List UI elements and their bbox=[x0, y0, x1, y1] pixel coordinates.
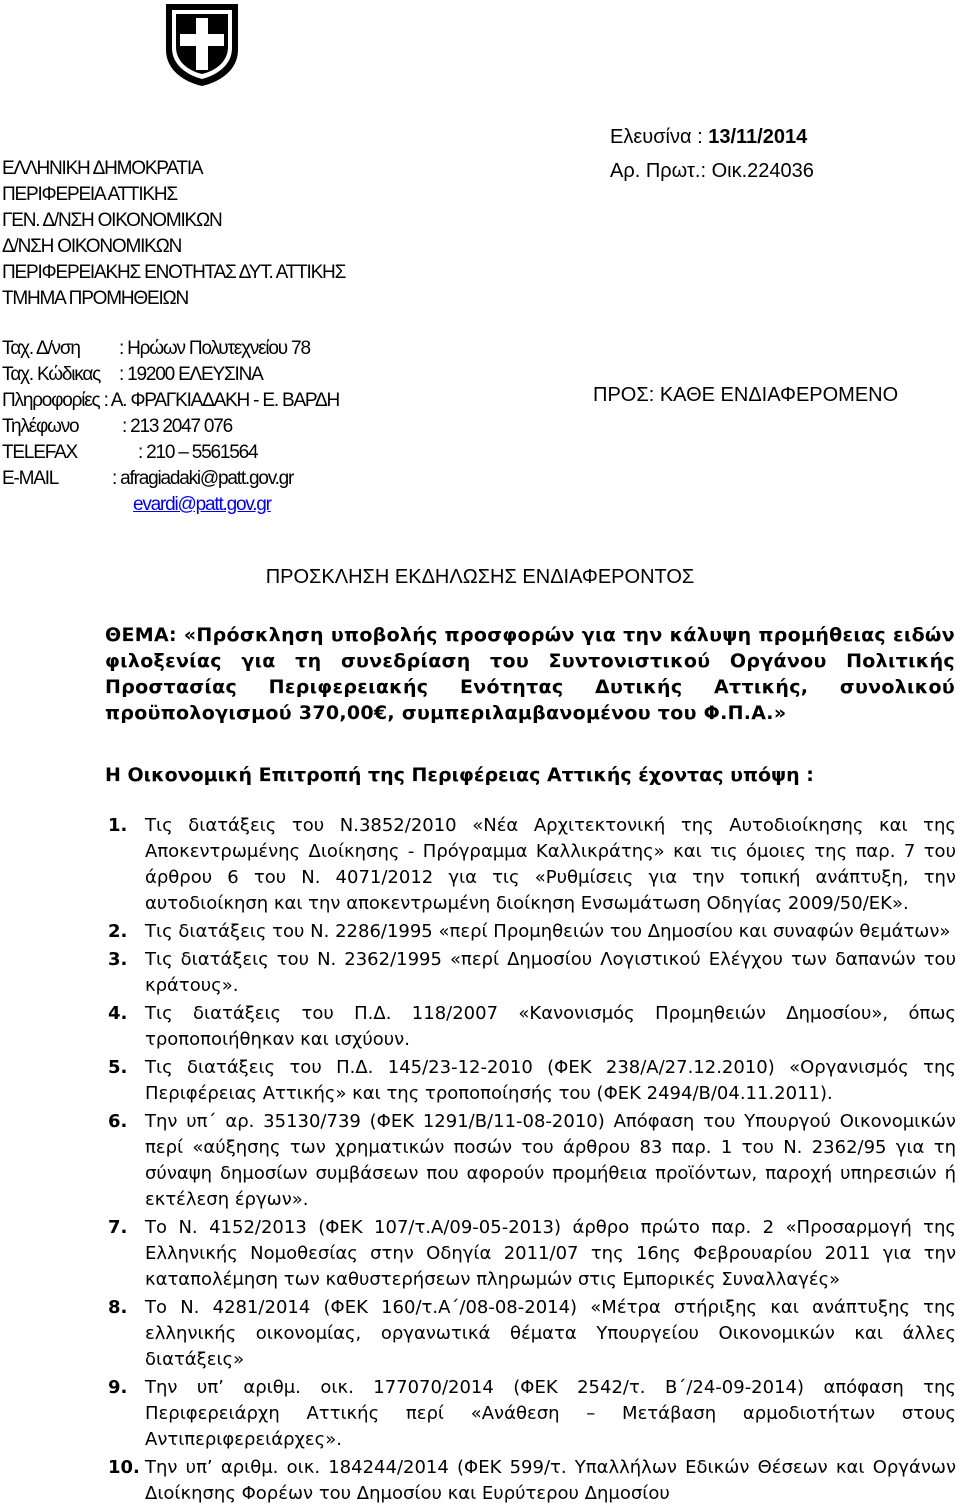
item-text: Την υπ΄ αρ. 35130/739 (ΦΕΚ 1291/Β/11-08-2010) Απόφαση του Υπουργού Οικονομικών περί «αύξησης των χρηματικών ποσών του άρθρου 83 παρ. 1 του Ν. 2362/95 για τη σύναψη δημοσίων συμβάσεων που αφορούν προμήθεια προϊόντων, παροχή υπηρεσιών ή εκτέλεση έργων». bbox=[145, 1111, 956, 1210]
item-text: Το Ν. 4281/2014 (ΦΕΚ 160/τ.Α΄/08-08-2014) «Μέτρα στήριξης και ανάπτυξης της ελληνικής οικονομίας, οργανωτικά θέματα Υπουργείου Οικονομικών και άλλες διατάξεις» bbox=[145, 1297, 956, 1370]
contact-block bbox=[2, 336, 339, 518]
phone-row bbox=[2, 414, 339, 440]
issuing-authority-block bbox=[2, 156, 345, 312]
item-text: Τις διατάξεις του Π.Δ. 118/2007 «Κανονισμός Προμηθειών Δημοσίου», όπως τροποποιήθηκαν και ισχύουν. bbox=[145, 1003, 956, 1050]
item-text: Την υπ’ αριθμ. οικ. 177070/2014 (ΦΕΚ 2542/τ. Β΄/24-09-2014) απόφαση της Περιφερειάρχη Αττικής περί «Ανάθεση – Μετάβαση αρμοδιοτήτων στους Αντιπεριφερειάρχες». bbox=[145, 1377, 956, 1450]
item-number: 5. bbox=[108, 1057, 128, 1078]
list-item bbox=[108, 947, 956, 999]
authority-line: ΓΕΝ. Δ/ΝΣΗ ΟΙΚΟΝΟΜΙΚΩΝ bbox=[2, 210, 222, 231]
authority-line: Δ/ΝΣΗ ΟΙΚΟΝΟΜΙΚΩΝ bbox=[2, 236, 182, 257]
email-separator: : bbox=[112, 468, 121, 489]
list-item bbox=[108, 1109, 956, 1213]
date-value: 13/11/2014 bbox=[708, 126, 808, 148]
document-title: ΠΡΟΣΚΛΗΣΗ ΕΚΔΗΛΩΣΗΣ ΕΝΔΙΑΦΕΡΟΝΤΟΣ bbox=[265, 566, 695, 588]
item-number: 2. bbox=[108, 921, 128, 942]
list-item bbox=[108, 1295, 956, 1373]
email-link-1[interactable]: afragiadaki@patt.gov.gr bbox=[120, 468, 294, 489]
considerations-list bbox=[108, 813, 956, 1509]
item-number: 7. bbox=[108, 1217, 128, 1238]
postcode-label: Ταχ. Κώδικας bbox=[2, 364, 101, 385]
item-text: Τις διατάξεις του Ν. 2362/1995 «περί Δημοσίου Λογιστικού Ελέγχου των δαπανών του κράτους». bbox=[145, 949, 956, 996]
greek-emblem-logo bbox=[162, 0, 242, 88]
item-number: 10. bbox=[108, 1457, 140, 1478]
item-number: 4. bbox=[108, 1003, 128, 1024]
list-item bbox=[108, 1455, 956, 1507]
info-label: Πληροφορίες : bbox=[2, 390, 108, 411]
item-number: 1. bbox=[108, 815, 128, 836]
item-number: 9. bbox=[108, 1377, 128, 1398]
intro-statement: Η Οικονομική Επιτροπή της Περιφέρειας Αττικής έχοντας υπόψη : bbox=[105, 764, 814, 786]
authority-line: ΤΜΗΜΑ ΠΡΟΜΗΘΕΙΩΝ bbox=[2, 288, 189, 309]
address-row bbox=[2, 336, 339, 362]
info-row bbox=[2, 388, 339, 414]
authority-line: ΠΕΡΙΦΕΡΕΙΑΚΗΣ ΕΝΟΤΗΤΑΣ ΔΥΤ. ΑΤΤΙΚΗΣ bbox=[2, 262, 346, 283]
date-line bbox=[610, 120, 814, 154]
item-number: 6. bbox=[108, 1111, 128, 1132]
item-text: Τις διατάξεις του Ν. 2286/1995 «περί Προμηθειών του Δημοσίου και συναφών θεμάτων» bbox=[145, 921, 951, 942]
authority-line: ΠΕΡΙΦΕΡΕΙΑ ΑΤΤΙΚΗΣ bbox=[2, 184, 177, 205]
list-item bbox=[108, 813, 956, 917]
info-value: Α. ΦΡΑΓΚΙΑΔΑΚΗ - Ε. ΒΑΡΔΗ bbox=[107, 390, 340, 411]
list-item bbox=[108, 1055, 956, 1107]
date-protocol-block bbox=[610, 120, 814, 188]
list-item bbox=[108, 1375, 956, 1453]
postcode-row bbox=[2, 362, 339, 388]
fax-label: TELEFAX bbox=[2, 442, 78, 463]
list-item bbox=[108, 919, 956, 945]
email-row bbox=[2, 466, 339, 492]
subject: ΘΕΜΑ: «Πρόσκληση υποβολής προσφορών για την κάλυψη προμήθειας ειδών φιλοξενίας για τη συνεδρίαση του Συντονιστικού Οργάνου Πολιτικής Προστασίας Περιφερειακής Ενότητας Δυτικής Αττικής, συνολικού προϋπολογισμού 370,00€, συμπεριλαμβανομένου του Φ.Π.Α.» bbox=[105, 624, 955, 724]
address-label: Ταχ. Δ/νση bbox=[2, 338, 80, 359]
address-value: : Ηρώων Πολυτεχνείου 78 bbox=[119, 338, 310, 359]
item-number: 8. bbox=[108, 1297, 128, 1318]
recipient: ΠΡΟΣ: ΚΑΘΕ ΕΝΔΙΑΦΕΡΟΜΕΝΟ bbox=[593, 384, 899, 406]
email-label: E-MAIL bbox=[2, 468, 59, 489]
email-link-2[interactable]: evardi@patt.gov.gr bbox=[133, 494, 271, 515]
protocol-line bbox=[610, 154, 814, 188]
phone-label: Τηλέφωνο bbox=[2, 416, 79, 437]
item-text: Τις διατάξεις του Ν.3852/2010 «Νέα Αρχιτεκτονική της Αυτοδιοίκησης και της Αποκεντρωμένης Διοίκησης - Πρόγραμμα Καλλικράτης» και τις όμοιες της παρ. 7 του άρθρου 6 του Ν. 4071/2012 για τις «Ρυθμίσεις για την τοπική ανάπτυξη, την αυτοδιοίκηση και την αποκεντρωμένη διοίκηση Ενσωμάτωση Οδηγίας 2009/50/ΕΚ». bbox=[145, 815, 956, 914]
list-item bbox=[108, 1001, 956, 1053]
item-text: Την υπ’ αριθμ. οικ. 184244/2014 (ΦΕΚ 599/τ. Υπαλλήλων Εδικών Θέσεων και Οργάνων Διοίκησης Φορέων του Δημοσίου και Ευρύτερου Δημοσίου bbox=[145, 1457, 956, 1504]
postcode-value: : 19200 ΕΛΕΥΣΙΝΑ bbox=[119, 364, 263, 385]
item-text: Το Ν. 4152/2013 (ΦΕΚ 107/τ.Α/09-05-2013) άρθρο πρώτο παρ. 2 «Προσαρμογή της Ελληνικής Νομοθεσίας στην Οδηγία 2011/07 της 16ης Φεβρουαρίου 2011 για την καταπολέμηση των καθυστερήσεων πληρωμών στις Εμπορικές Συναλλαγές» bbox=[145, 1217, 956, 1290]
item-number: 3. bbox=[108, 949, 128, 970]
list-item bbox=[108, 1215, 956, 1293]
fax-row bbox=[2, 440, 339, 466]
date-label: Ελευσίνα : bbox=[610, 126, 709, 148]
fax-value: : 210 – 5561564 bbox=[138, 442, 258, 463]
phone-value: : 213 2047 076 bbox=[122, 416, 232, 437]
protocol-label: Αρ. Πρωτ.: bbox=[610, 160, 712, 182]
authority-line: ΕΛΛΗΝΙΚΗ ΔΗΜΟΚΡΑΤΙΑ bbox=[2, 158, 203, 179]
protocol-value: Οικ.224036 bbox=[711, 160, 814, 182]
email-row-2 bbox=[2, 492, 339, 518]
item-text: Τις διατάξεις του Π.Δ. 145/23-12-2010 (ΦΕΚ 238/Α/27.12.2010) «Οργανισμός της Περιφέρειας Αττικής» και της τροποποίησής του (ΦΕΚ 2494/Β/04.11.2011). bbox=[145, 1057, 956, 1104]
